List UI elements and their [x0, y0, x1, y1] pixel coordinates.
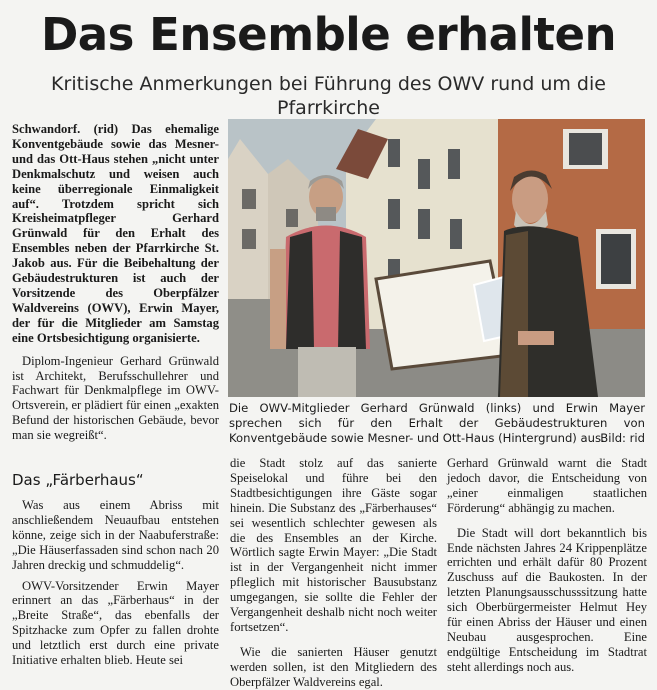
article-photo	[228, 119, 645, 397]
paragraph-6: Wie die sanierten Häuser genutzt werden sollen, ist den Mitgliedern des Oberpfälzer Waldvereins egal.	[230, 644, 437, 689]
photo-caption-text: Die OWV-Mitglieder Gerhard Grünwald (links) und Erwin Mayer sprechen sich für den Erhalt der Gebäudestrukturen von Konventgebäude sowie Mesner- und Ott-Haus (Hintergrund) aus.	[229, 401, 645, 445]
headline: Das Ensemble erhalten	[40, 8, 617, 61]
paragraph-4: OWV-Vorsitzender Erwin Mayer erinnert an das „Färberhaus“ in der „Breite Straße“, das ebenfalls der Spitzhacke zum Opfer zu fallen drohte und letztlich erst durch eine private Initiative erhalten blieb. Heute sei	[12, 578, 219, 668]
paragraph-5: die Stadt stolz auf das sanierte Speiselokal und führe bei den Stadtbesichtigungen ihre Gäste sogar hinein. Die Substanz des „Färberhauses“ sei wesentlich schlechter gewesen als die des Ensembles an der Kirche. Wörtlich sagte Erwin Mayer: „Die Stadt ist in der Vergangenheit nicht immer pfleglich mit historischer Bausubstanz umgegangen, sie sollte die Fehler der Vergangenheit deshalb nicht noch weiter fortsetzen“.	[230, 456, 437, 634]
subheadline: Kritische Anmerkungen bei Führung des OWV rund um die Pfarrkirche	[51, 73, 606, 119]
paragraph-2: Diplom-Ingenieur Gerhard Grünwald ist Architekt, Berufsschullehrer und Fachwart für Denkmalpflege im OWV-Ortsverein, er plädiert für einen „exakten Befund der historischen Gebäude, bevor man sie wegreißt“.	[12, 353, 219, 443]
column-1-top	[12, 122, 219, 443]
column-3	[447, 456, 647, 675]
photo-credit: Bild: rid	[600, 431, 645, 445]
section-heading: Das „Färberhaus“	[12, 471, 144, 489]
photo-caption	[229, 401, 645, 446]
paragraph-3: Was aus einem Abriss mit anschließendem Neuaufbau entstehen könne, zeige sich in der Naabuferstraße: „Die Häuserfassaden sind schon nach 20 Jahren dreckig und schmuddelig“.	[12, 498, 219, 572]
paragraph-7: Gerhard Grünwald warnt die Stadt jedoch davor, die Entscheidung von „einer einmaligen staatlichen Förderung“ abhängig zu machen.	[447, 456, 647, 515]
photo-illustration	[228, 119, 645, 397]
column-2	[230, 456, 437, 690]
column-1-bottom	[12, 498, 219, 668]
paragraph-8: Die Stadt will dort bekanntlich bis Ende nächsten Jahres 24 Krippenplätze errichten und erhält dafür 80 Prozent Zuschuss auf die Baukosten. In der letzten Planungsausschusssitzung hatte sich Oberbürgermeister Helmut Hey für einen Abriss der Häuser und einen Neubau ausgesprochen. Eine endgültige Entscheidung im Stadtrat steht allerdings noch aus.	[447, 525, 647, 674]
lead-paragraph: Schwandorf. (rid) Das ehemalige Konventgebäude sowie das Mesner- und das Ott-Haus stehen „nicht unter Denkmalschutz und weisen auch keine überregionale Einmaligkeit auf“. Trotzdem spricht sich Kreisheimatpfleger Gerhard Grünwald für den Erhalt des Ensembles neben der Pfarrkirche St. Jakob aus. Für die Beibehaltung der Gebäudestrukturen ist auch der Vorsitzende des Oberpfälzer Waldvereins (OWV), Erwin Mayer, der für die Mitglieder am Samstag eine Ortsbesichtigung organisierte.	[12, 122, 219, 345]
